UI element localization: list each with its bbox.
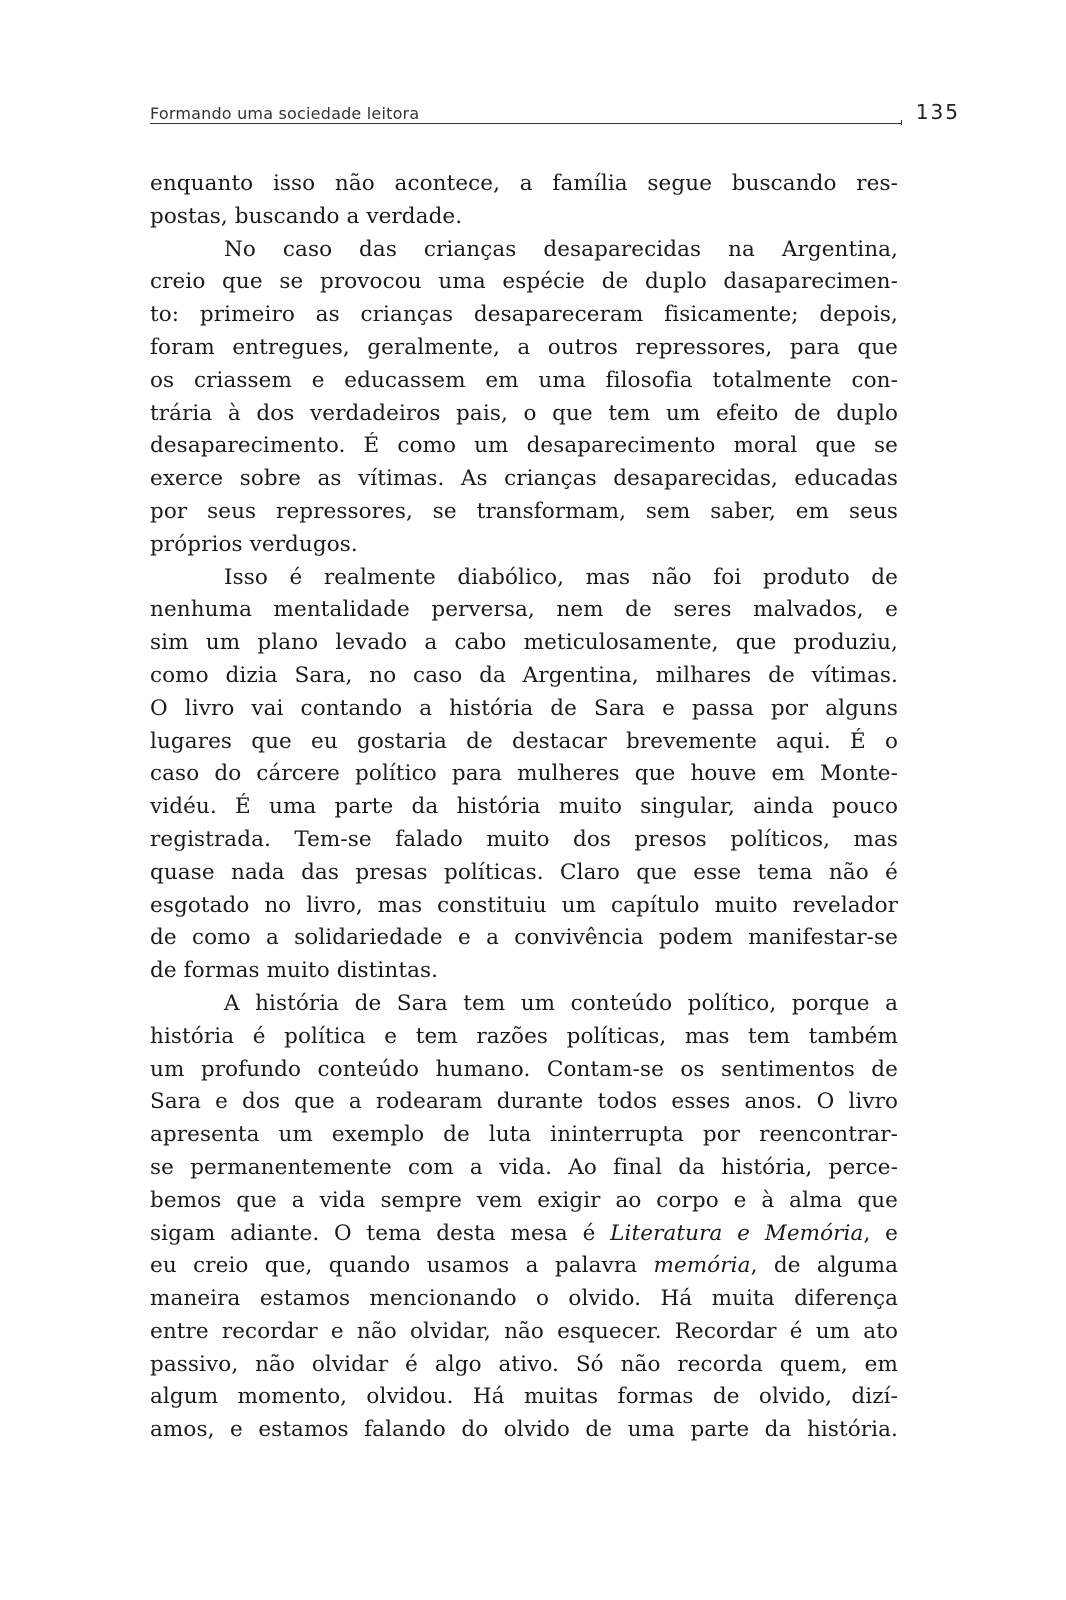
text-line: sim um plano levado a cabo meticulosamente, que produziu, [150,630,898,656]
text-line: apresenta um exemplo de luta ininterrupta por reencontrar- [150,1122,898,1148]
text-line: exerce sobre as vítimas. As crianças desaparecidas, educadas [150,466,898,492]
text-line: lugares que eu gostaria de destacar brevemente aqui. É o [150,728,898,754]
text-line: Isso é realmente diabólico, mas não foi produto de [224,564,898,590]
text-line: postas, buscando a verdade. [150,203,463,229]
text-line: um profundo conteúdo humano. Contam-se os sentimentos de [150,1056,898,1082]
text-line: O livro vai contando a história de Sara e passa por alguns [150,695,898,721]
text-line: passivo, não olvidar é algo ativo. Só não recorda quem, em [150,1351,898,1377]
text-line: entre recordar e não olvidar, não esquecer. Recordar é um ato [150,1318,898,1344]
text-line [150,1250,898,1283]
text-line: No caso das crianças desaparecidas na Argentina, [224,236,898,262]
text-line: enquanto isso não acontece, a família segue buscando res- [150,171,898,196]
paragraph-1 [150,168,898,234]
text-line: desaparecimento. É como um desaparecimento moral que se [150,433,898,459]
text-line: se permanentemente com a vida. Ao final da história, perce- [150,1154,898,1180]
text-line: de como a solidariedade e a convivência podem manifestar-se [150,925,898,951]
text-line: registrada. Tem-se falado muito dos presos políticos, mas [150,826,898,852]
text-line: quase nada das presas políticas. Claro que esse tema não é [150,859,898,885]
text-line: algum momento, olvidou. Há muitas formas de olvido, dizí- [150,1384,898,1410]
italic-word: memória [653,1253,751,1279]
text-line: como dizia Sara, no caso da Argentina, milhares de vítimas. [150,662,898,688]
paragraph-2 [150,234,898,562]
text-line: os criassem e educassem em uma filosofia totalmente con- [150,367,898,393]
text-line: foram entregues, geralmente, a outros repressores, para que [150,334,898,360]
header-rule [150,123,902,124]
text-line: A história de Sara tem um conteúdo político, porque a [224,990,898,1016]
text-run: sigam adiante. O tema desta mesa é [150,1220,611,1246]
text-line: de formas muito distintas. [150,958,439,984]
running-head [150,100,962,130]
text-line: por seus repressores, se transformam, sem saber, em seus [150,498,898,524]
text-line: Sara e dos que a rodearam durante todos esses anos. O livro [150,1089,898,1115]
text-line: maneira estamos mencionando o olvido. Há muita diferença [150,1286,898,1312]
text-line [150,1218,898,1251]
text-line: história é política e tem razões políticas, mas tem também [150,1023,898,1049]
text-line: creio que se provocou uma espécie de duplo dasaparecimen- [150,269,898,295]
text-line: caso do cárcere político para mulheres que houve em Monte- [150,761,898,787]
paragraph-4 [150,988,898,1447]
text-line: trária à dos verdadeiros pais, o que tem um efeito de duplo [150,400,898,426]
body-text [150,168,898,1447]
paragraph-3 [150,562,898,988]
text-line: bemos que a vida sempre vem exigir ao corpo e à alma que [150,1187,898,1213]
text-run: eu creio que, quando usamos a palavra [150,1253,654,1279]
text-line: esgotado no livro, mas constituiu um capítulo muito revelador [150,892,898,918]
text-line: nenhuma mentalidade perversa, nem de seres malvados, e [150,597,898,623]
running-title: Formando uma sociedade leitora [150,104,420,123]
text-run: , e [863,1220,898,1246]
italic-title: Literatura e Memória [610,1220,864,1246]
text-line: amos, e estamos falando do olvido de uma parte da história. [150,1417,898,1443]
text-line: vidéu. É uma parte da história muito singular, ainda pouco [150,794,898,820]
text-run: , de alguma [750,1253,898,1279]
text-line: to: primeiro as crianças desapareceram fisicamente; depois, [150,302,898,328]
page-number: 135 [915,100,960,124]
text-line: próprios verdugos. [150,531,358,557]
header-rule-tick [901,120,902,125]
